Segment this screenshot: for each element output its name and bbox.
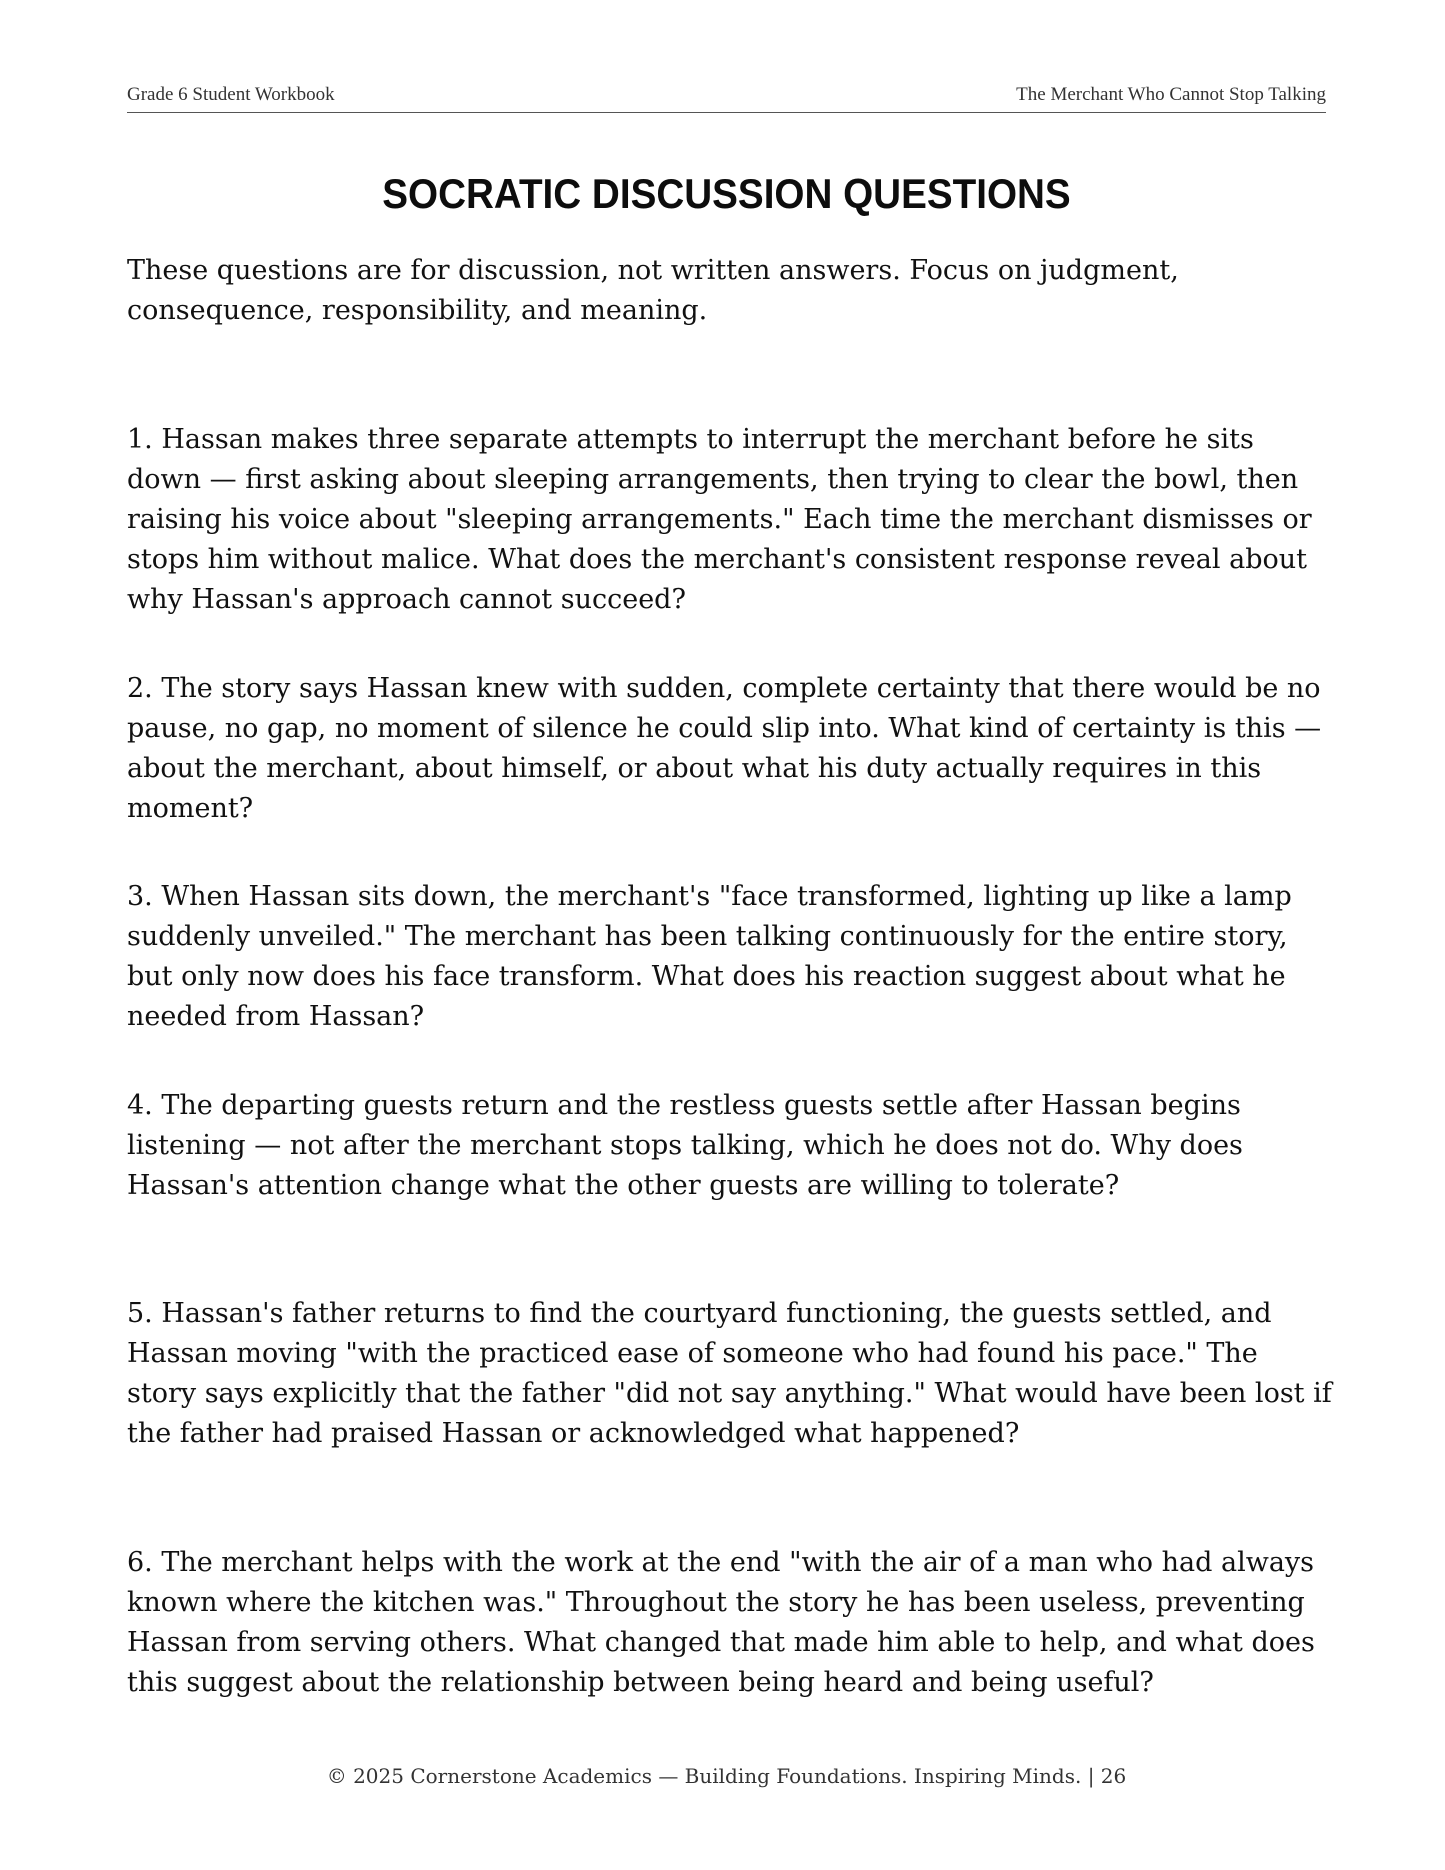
question-2: 2. The story says Hassan knew with sudden, complete certainty that there would be no pause, no gap, no moment of silence he could slip into. What kind of certainty is this — about the merchant, about himself, or about what his duty actually requires in this moment?: [127, 673, 1322, 824]
intro-paragraph: These questions are for discussion, not written answers. Focus on judgment, consequence, responsibility, and meaning.: [127, 255, 1179, 326]
page-title: SOCRATIC DISCUSSION QUESTIONS: [382, 170, 1071, 217]
question-5: 5. Hassan's father returns to find the courtyard functioning, the guests settled, and Hassan moving "with the practiced ease of someone who had found his pace." The story says explicitly that the father "did not say anything." What would have been lost if the father had praised Hassan or acknowledged what happened?: [127, 1298, 1332, 1449]
question-1: 1. Hassan makes three separate attempts to interrupt the merchant before he sits down — first asking about sleeping arrangements, then trying to clear the bowl, then raising his voice about "sleeping arrangements." Each time the merchant dismisses or stops him without malice. What does the merchant's consistent response reveal about why Hassan's approach cannot succeed?: [127, 424, 1312, 615]
question-6: 6. The merchant helps with the work at the end "with the air of a man who had always known where the kitchen was." Throughout the story he has been useless, preventing Hassan from serving others. What changed that made him able to help, and what does this suggest about the relationship between being heard and being useful?: [127, 1547, 1315, 1698]
page-header: [127, 84, 1326, 113]
header-story-title: The Merchant Who Cannot Stop Talking: [1016, 84, 1326, 105]
question-4: 4. The departing guests return and the restless guests settle after Hassan begins listening — not after the merchant stops talking, which he does not do. Why does Hassan's attention change what the other guests are willing to tolerate?: [127, 1090, 1243, 1201]
question-3: 3. When Hassan sits down, the merchant's "face transformed, lighting up like a lamp suddenly unveiled." The merchant has been talking continuously for the entire story, but only now does his face transform. What does his reaction suggest about what he needed from Hassan?: [127, 881, 1292, 1032]
page-footer: © 2025 Cornerstone Academics — Building Foundations. Inspiring Minds. | 26: [326, 1764, 1127, 1788]
header-workbook-title: Grade 6 Student Workbook: [127, 84, 335, 105]
